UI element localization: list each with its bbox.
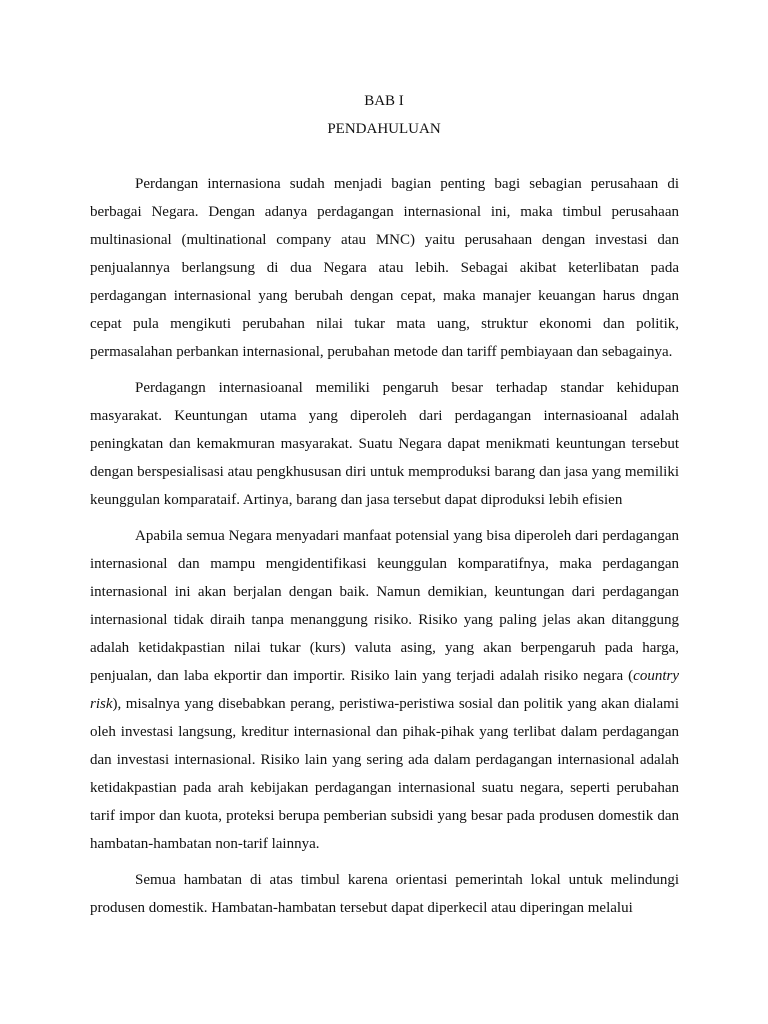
paragraph-3 xyxy=(90,522,679,858)
paragraph-4: Semua hambatan di atas timbul karena orientasi pemerintah lokal untuk melindungi produsen domestik. Hambatan-hambatan tersebut dapat diperkecil atau diperingan melalui xyxy=(90,872,679,916)
paragraph-3-text-after: ), misalnya yang disebabkan perang, peristiwa-peristiwa sosial dan politik yang akan dialami oleh investasi langsung, kreditur internasional dan pihak-pihak yang terlibat dalam perdagangan dan investasi internasional. Risiko lain yang sering ada dalam perdagangan internasional adalah ketidakpastian pada arah kebijakan perdagangan internasional suatu negara, seperti perubahan tarif impor dan kuota, proteksi berupa pemberian subsidi yang besar pada produsen domestik dan hambatan-hambatan non-tarif lainnya. xyxy=(90,696,679,852)
body-text xyxy=(90,170,679,922)
paragraph-2: Perdagangn internasioanal memiliki pengaruh besar terhadap standar kehidupan masyarakat. Keuntungan utama yang diperoleh dari perdagangan internasioanal adalah peningkatan dan kemakmuran masyarakat. Suatu Negara dapat menikmati keuntungan tersebut dengan berspesialisasi atau pengkhususan diri untuk memproduksi barang dan jasa yang memiliki keunggulan komparataif. Artinya, barang dan jasa tersebut dapat diproduksi lebih efisien xyxy=(90,380,679,508)
chapter-title: PENDAHULUAN xyxy=(327,121,441,137)
paragraph-3-text-before: Apabila semua Negara menyadari manfaat potensial yang bisa diperoleh dari perdagangan internasional dan mampu mengidentifikasi keunggulan komparatifnya, maka perdagangan internasional ini akan berjalan dengan baik. Namun demikian, keuntungan dari perdagangan internasional tidak diraih tanpa menanggung risiko. Risiko yang paling jelas akan ditanggung adalah ketidakpastian nilai tukar (kurs) valuta asing, yang akan berpengaruh pada harga, penjualan, dan laba ekportir dan importir. Risiko lain yang terjadi adalah risiko negara ( xyxy=(90,528,679,684)
chapter-number: BAB I xyxy=(364,93,404,109)
paragraph-1: Perdangan internasiona sudah menjadi bagian penting bagi sebagian perusahaan di berbagai Negara. Dengan adanya perdagangan internasional ini, maka timbul perusahaan multinasional (multinational company atau MNC) yaitu perusahaan dengan investasi dan penjualannya berlangsung di dua Negara atau lebih. Sebagai akibat keterlibatan pada perdagangan internasional yang berubah dengan cepat, maka manajer keuangan harus dngan cepat pula mengikuti perubahan nilai tukar mata uang, struktur ekonomi dan politik, permasalahan perbankan internasional, perubahan metode dan tariff pembiayaan dan sebagainya. xyxy=(90,176,679,360)
paragraph-3-italic-term: country risk xyxy=(90,668,679,712)
